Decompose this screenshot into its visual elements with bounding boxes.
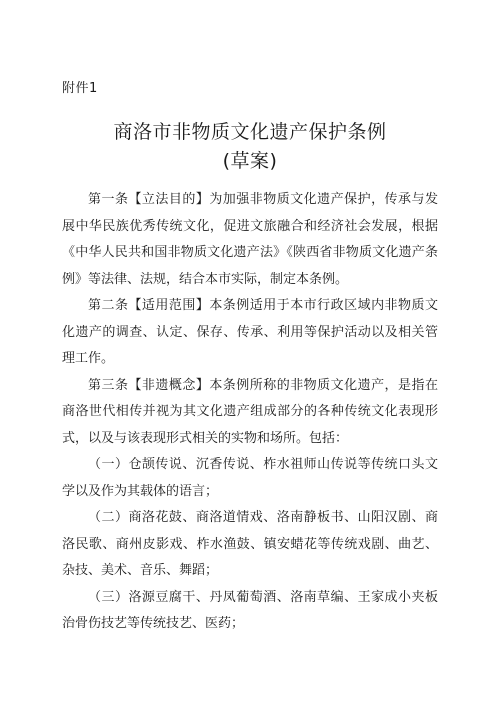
- list-item-1: （一）仓颉传说、沉香传说、柞水祖师山传说等传统口头文学以及作为其载体的语言；: [62, 457, 438, 499]
- document-subtitle: (草案): [222, 150, 278, 172]
- list-item-3: （三）洛源豆腐干、丹凤葡萄酒、洛南草编、王家成小夹板治骨伤技艺等传统技艺、医药；: [62, 589, 438, 631]
- document-title: 商洛市非物质文化遗产保护条例: [113, 121, 387, 143]
- article-3-paragraph: 第三条【非遗概念】本条例所称的非物质文化遗产，是指在商洛世代相传并视为其文化遗产组成部分的各种传统文化表现形式，以及与该表现形式相关的实物和场所。包括：: [62, 377, 438, 446]
- document-body: [62, 187, 438, 638]
- attachment-label: 附件1: [62, 81, 98, 96]
- article-2-paragraph: 第二条【适用范围】本条例适用于本市行政区域内非物质文化遗产的调查、认定、保存、传承、利用等保护活动以及相关管理工作。: [62, 298, 438, 366]
- article-1-paragraph: 第一条【立法目的】为加强非物质文化遗产保护，传承与发展中华民族优秀传统文化，促进文旅融合和经济社会发展，根据《中华人民共和国非物质文化遗产法》《陕西省非物质文化遗产条例》等法律、法规，结合本市实际，制定本条例。: [62, 192, 438, 287]
- list-item-2: （二）商洛花鼓、商洛道情戏、洛南静板书、山阳汉剧、商洛民歌、商州皮影戏、柞水渔鼓、镇安蜡花等传统戏剧、曲艺、杂技、美术、音乐、舞蹈；: [62, 510, 438, 578]
